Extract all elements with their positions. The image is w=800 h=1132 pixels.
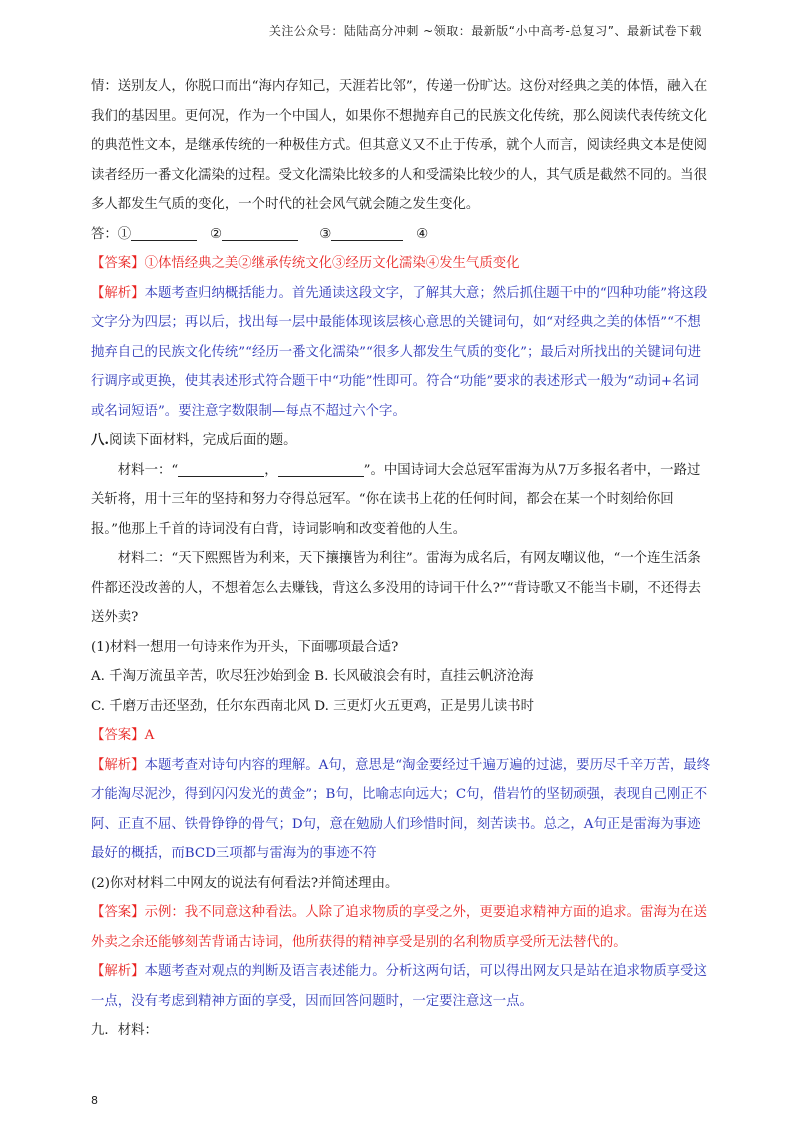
question-number: 八. (91, 432, 110, 448)
blank-1-label: 答：① (91, 226, 132, 242)
answer-tag: 【答案】 (91, 256, 145, 271)
answer-blank-1[interactable] (131, 226, 197, 240)
material-2: 材料二：“天下熙熙皆为利来，天下攘攘皆为利往”。雷海为成名后，有网友嘲议他，“一个连生活条件都还没改善的人，不想着怎么去赚钱，背这么多没用的诗词干什么?”“背诗歌又不能当卡刷，不还得去送外卖? (91, 551, 702, 625)
passage-paragraph: 情：送别友人，你脱口而出“海内存知己，天涯若比邻”，传递一份旷达。这份对经典之美的体悟，融入在我们的基因里。更何况，作为一个中国人，如果你不想抛弃自己的民族文化传统，那么阅读代表传统文化的典范性文本，是继承传统的一种极佳方式。但其意义又不止于传承，就个人而言，阅读经典文本是使阅读者经历一番文化濡染的过程。受文化濡染比较多的人和受濡染比较少的人，其气质是截然不同的。当很多人都发生气质的变化，一个时代的社会风气就会随之发生变化。 (91, 79, 708, 212)
options-c-d: C. 千磨万击还坚劲，任尔东西南北风 D. 三更灯火五更鸡，正是男儿读书时 (91, 698, 535, 714)
answer-3 (91, 898, 711, 957)
analysis-3 (91, 957, 711, 1016)
answer-2 (91, 721, 711, 751)
material-1-prefix: 材料一：“ (117, 462, 179, 478)
answer-tag: 【答案】 (91, 728, 145, 743)
answer-tag: 【答案】 (91, 905, 145, 920)
answer-1 (91, 249, 711, 279)
material-1-comma: ， (264, 462, 278, 478)
blank-3-label: ③ (319, 226, 332, 242)
analysis-1 (91, 279, 711, 427)
question-text: 阅读下面材料，完成后面的题。 (109, 433, 297, 448)
answer-text: ①体悟经典之美②继承传统文化③经历文化濡染④发生气质变化 (144, 256, 520, 271)
answer-blank-3[interactable] (331, 226, 403, 240)
blank-2-label: ② (209, 226, 222, 242)
answer-text: A (144, 728, 155, 743)
analysis-text: 本题考查归纳概括能力。首先通读这段文字，了解其大意；然后抓住题干中的“四种功能”将这段文字分为四层；再以后，找出每一层中最能体现该层核心意思的关键词句，如“对经典之美的体悟”“不想抛弃自己的民族文化传统”“经历一番文化濡染”“很多人都发生气质的变化”；最后对所找出的关键词句进行调序或更换，使其表述形式符合题干中“功能”性即可。符合“功能”要求的表述形式一般为“动词+名词或名词短语”。要注意字数限制—每点不超过六个字。 (91, 285, 708, 419)
analysis-tag: 【解析】 (91, 757, 145, 773)
material-1 (91, 456, 711, 545)
analysis-tag: 【解析】 (91, 285, 145, 301)
page-header: 关注公众号：陆陆高分冲刺 ~领取：最新版“小中高考-总复习”、最新试卷下载 (268, 24, 702, 38)
blank-4-label: ④ (416, 226, 429, 242)
question-9: 九．材料： (91, 1023, 158, 1038)
document-body (91, 72, 711, 1046)
analysis-text: 本题考查对观点的判断及语言表述能力。分析这两句话，可以得出网友只是站在追求物质享受这一点，没有考虑到精神方面的享受，因而回答问题时，一定要注意这一点。 (91, 964, 707, 1009)
sub-question-1: (1)材料一想用一句诗来作为开头，下面哪项最合适? (91, 639, 399, 655)
analysis-2 (91, 751, 711, 869)
material-1-text: ”。中国诗词大会总冠军雷海为从7万多报名者中，一路过关斩将，用十三年的坚持和努力夺得总冠军。“你在读书上花的任何时间，都会在某一个时刻给你回报。”他那上千首的诗词没有白背，诗词影响和改变着他的人生。 (91, 462, 701, 537)
analysis-tag: 【解析】 (91, 964, 145, 979)
material-blank-2[interactable] (278, 462, 364, 476)
question-8 (91, 426, 711, 456)
sub-question-2: (2)你对材料二中网友的说法有何看法?并简述理由。 (91, 875, 399, 891)
answer-blank-line (91, 220, 711, 250)
answer-blank-2[interactable] (222, 226, 298, 240)
options-a-b: A. 千淘万流虽辛苦，吹尽狂沙始到金 B. 长风破浪会有时，直挂云帆济沧海 (91, 669, 534, 684)
material-blank-1[interactable] (178, 462, 264, 476)
answer-text: 示例：我不同意这种看法。人除了追求物质的享受之外，更要追求精神方面的追求。雷海为在送外卖之余还能够刻苦背诵古诗词，他所获得的精神享受是别的名利物质享受所无法替代的。 (91, 905, 707, 950)
page-number: 8 (91, 1094, 98, 1107)
analysis-text: 本题考查对诗句内容的理解。A句，意思是“淘金要经过千遍万遍的过滤，要历尽千辛万苦，最终才能淘尽泥沙，得到闪闪发光的黄金”；B句，比喻志向远大；C句，借岩竹的坚韧顽强，表现自己刚正不阿、正直不屈、铁骨铮铮的骨气；D句，意在勉励人们珍惜时间，刻苦读书。总之，A句正是雷海为事迹最好的概括，而BCD三项都与雷海为的事迹不符 (91, 757, 711, 861)
